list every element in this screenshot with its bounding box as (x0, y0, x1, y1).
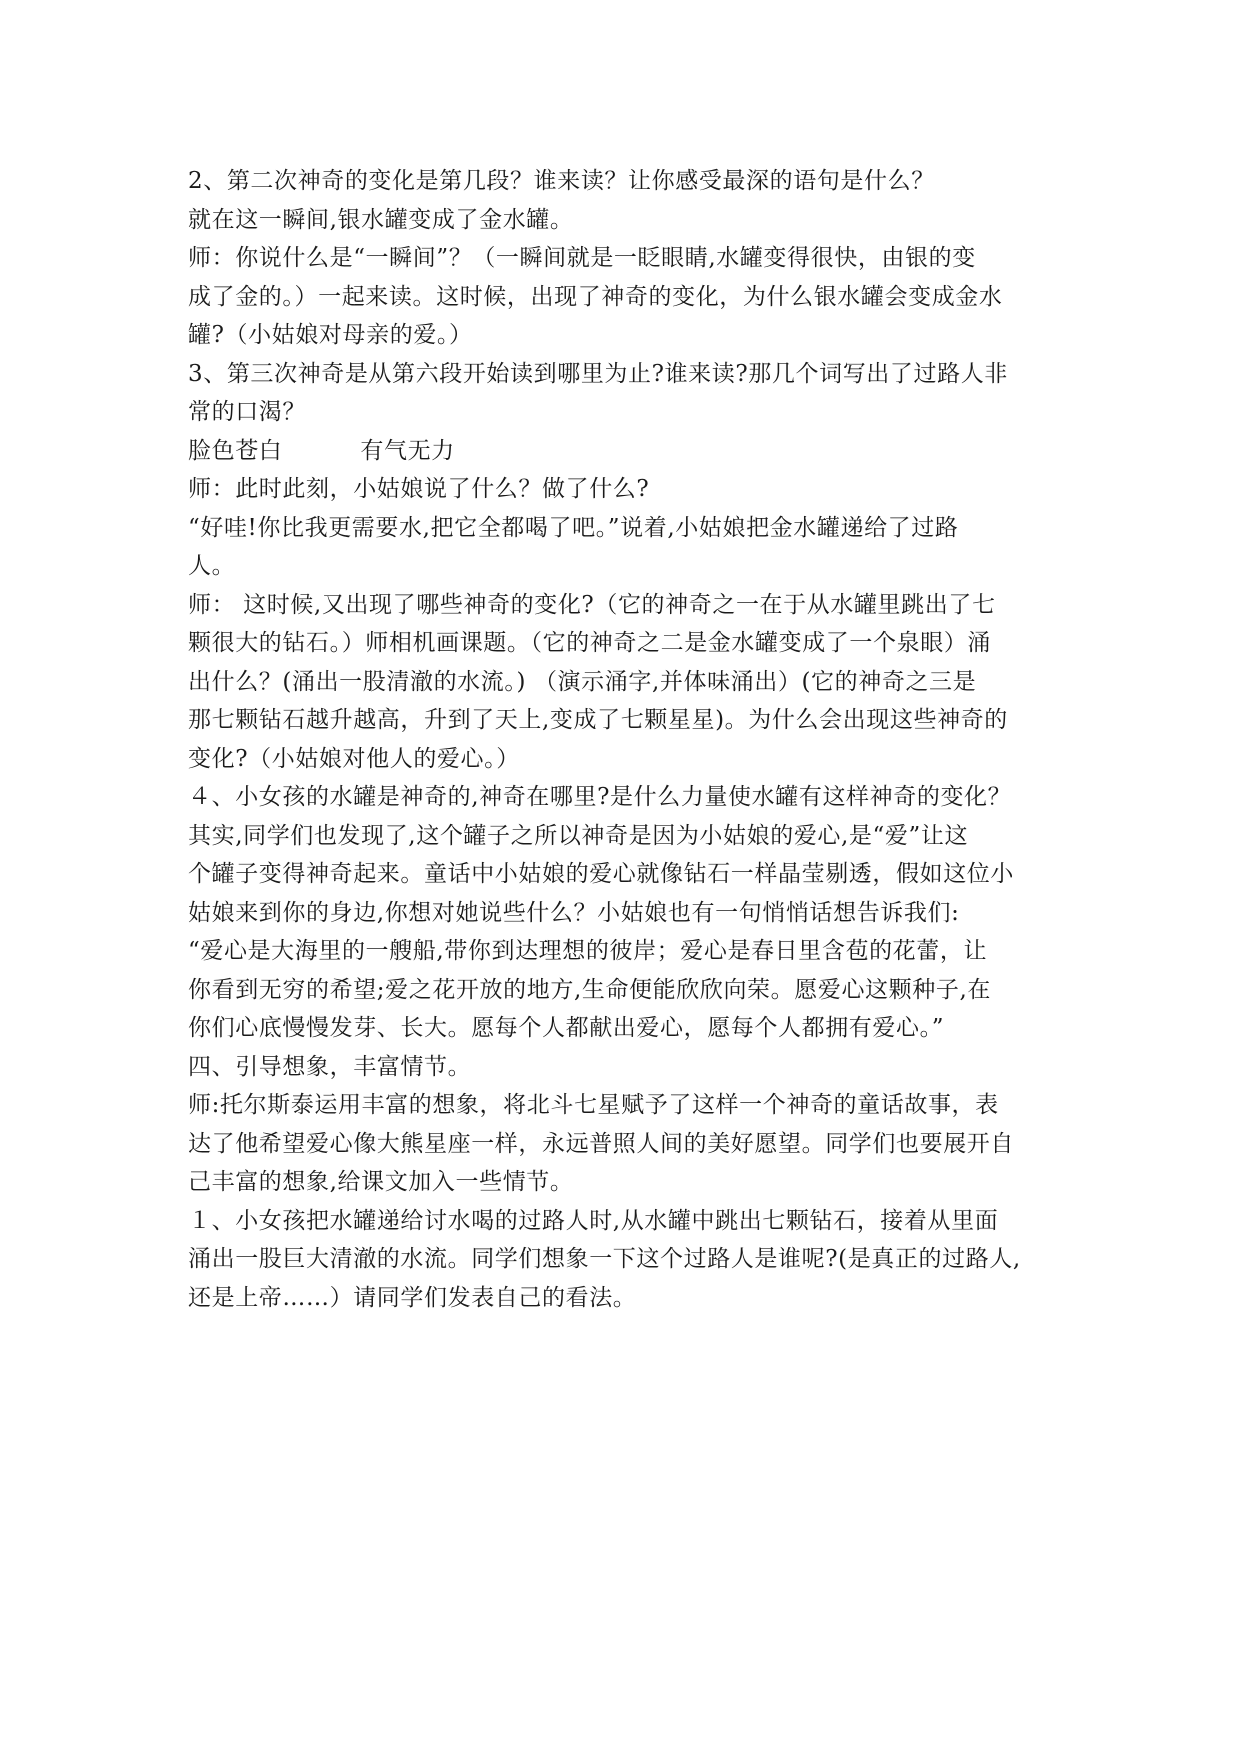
text-line: 2、第二次神奇的变化是第几段？谁来读？让你感受最深的语句是什么？ (188, 168, 935, 194)
text-line: 涌出一股巨大清澈的水流。同学们想象一下这个过路人是谁呢?(是真正的过路人, (188, 1246, 1021, 1272)
text-line: 人。 (188, 553, 236, 579)
keyword-weak: 有气无力 (360, 437, 455, 464)
text-line: “爱心是大海里的一艘船,带你到达理想的彼岸；爱心是春日里含苞的花蕾，让 (188, 938, 988, 964)
document-page (188, 162, 1068, 1317)
text-line: 成了金的。）一起来读。这时候，出现了神奇的变化，为什么银水罐会变成金水 (188, 283, 1003, 310)
section-heading: 四、引导想象，丰富情节。 (188, 1053, 472, 1080)
text-line: 常的口渴？ (188, 399, 306, 425)
text-line: 颗很大的钻石。）师相机画课题。（它的神奇之二是金水罐变成了一个泉眼）涌 (188, 630, 991, 656)
text-line: 姑娘来到你的身边,你想对她说些什么？小姑娘也有一句悄悄话想告诉我们: (188, 899, 960, 926)
text-line: 罐?（小姑娘对母亲的爱。） (188, 322, 473, 348)
keyword-line (188, 432, 1068, 471)
text-line: 个罐子变得神奇起来。童话中小姑娘的爱心就像钻石一样晶莹剔透，假如这位小 (188, 861, 1014, 887)
text-line: 己丰富的想象,给课文加入一些情节。 (188, 1169, 574, 1195)
text-line: 师： 这时候,又出现了哪些神奇的变化?（它的神奇之一在于从水罐里跳出了七 (188, 591, 996, 618)
text-line: 那七颗钻石越升越高，升到了天上,变成了七颗星星)。为什么会出现这些神奇的 (188, 707, 1008, 733)
text-line: “好哇!你比我更需要水,把它全都喝了吧。”说着,小姑娘把金水罐递给了过路 (188, 514, 959, 541)
text-line: 师：你说什么是“一瞬间”？（一瞬间就是一眨眼睛,水罐变得很快，由银的变 (188, 245, 976, 271)
text-line: 3、第三次神奇是从第六段开始读到哪里为止?谁来读?那几个词写出了过路人非 (188, 360, 1008, 387)
text-line: 出什么？(涌出一股清澈的水流。) （演示涌字,并体味涌出）(它的神奇之三是 (188, 668, 977, 695)
keyword-pale-face: 脸色苍白 (188, 437, 283, 464)
text-line: 就在这一瞬间,银水罐变成了金水罐。 (188, 206, 574, 233)
text-line: 师:托尔斯泰运用丰富的想象，将北斗七星赋予了这样一个神奇的童话故事，表 (188, 1092, 999, 1118)
text-line: 师：此时此刻，小姑娘说了什么？做了什么? (188, 476, 650, 502)
text-line: 达了他希望爱心像大熊星座一样，永远普照人间的美好愿望。同学们也要展开自 (188, 1130, 1014, 1157)
text-line: 还是上帝……）请同学们发表自己的看法。 (188, 1284, 637, 1311)
text-line: １、小女孩把水罐递给讨水喝的过路人时,从水罐中跳出七颗钻石，接着从里面 (188, 1207, 999, 1234)
text-line: 你们心底慢慢发芽、长大。愿每个人都献出爱心，愿每个人都拥有爱心。” (188, 1015, 945, 1041)
text-line: 其实,同学们也发现了,这个罐子之所以神奇是因为小姑娘的爱心,是“爱”让这 (188, 822, 969, 849)
text-line: ４、小女孩的水罐是神奇的,神奇在哪里?是什么力量使水罐有这样神奇的变化？ (188, 784, 1012, 810)
text-line: 变化?（小姑娘对他人的爱心。） (188, 745, 520, 772)
text-line: 你看到无穷的希望;爱之花开放的地方,生命便能欣欣向荣。愿爱心这颗种子,在 (188, 976, 991, 1003)
